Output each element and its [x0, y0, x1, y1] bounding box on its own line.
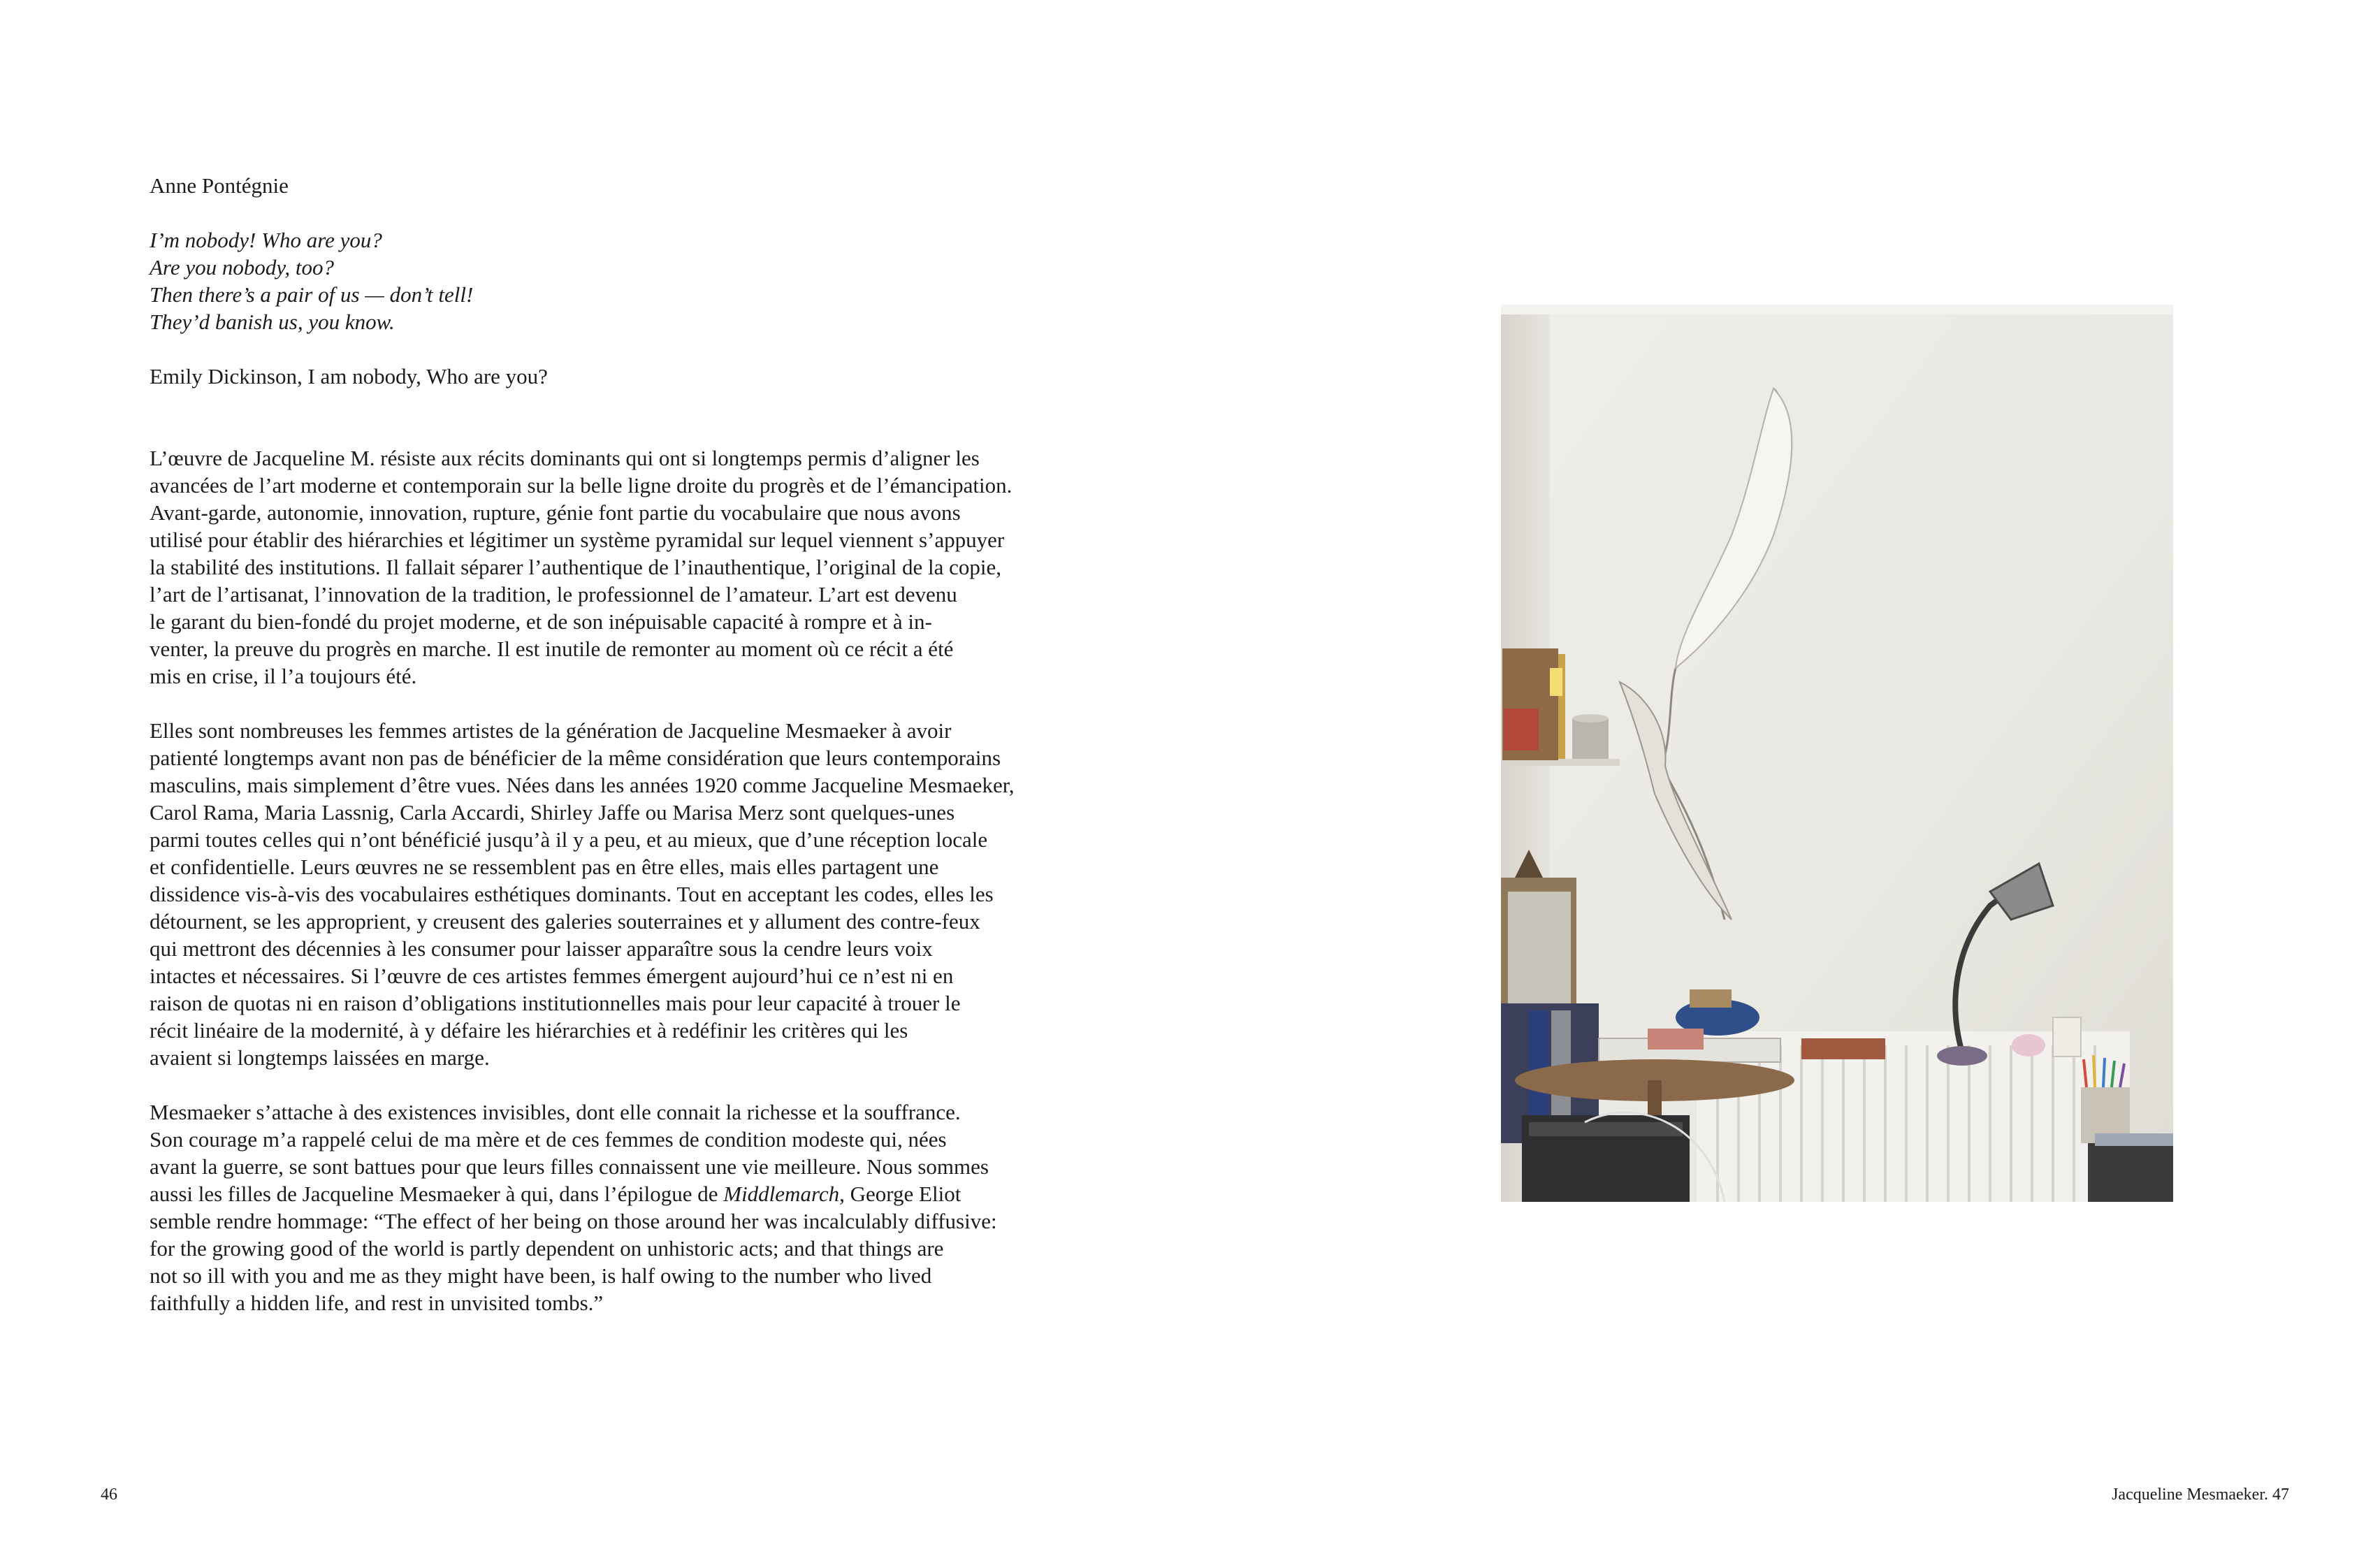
text-line: et confidentielle. Leurs œuvres ne se ressemblent pas en être elles, mais elles partagent une — [150, 855, 939, 879]
text-line: intactes et nécessaires. Si l’œuvre de ces artistes femmes émergent aujourd’hui ce n’est ni en — [150, 964, 954, 988]
text-line: parmi toutes celles qui n’ont bénéficié jusqu’à il y a peu, et au mieux, que d’une réception locale — [150, 827, 988, 852]
text-line: masculins, mais simplement d’être vues. Nées dans les années 1920 comme Jacqueline Mesmaeker, — [150, 773, 1015, 797]
text-line: le garant du bien-fondé du projet moderne, et de son inépuisable capacité à rompre et à in- — [150, 609, 932, 634]
text-line: Avant-garde, autonomie, innovation, rupture, génie font partie du vocabulaire que nous avons — [150, 500, 961, 525]
text-line — [150, 1180, 1051, 1207]
text-line: Mesmaeker s’attache à des existences invisibles, dont elle connait la richesse et la souffrance. — [150, 1100, 961, 1124]
text-line: semble rendre hommage: “The effect of her being on those around her was incalculably diffusive: — [150, 1209, 997, 1233]
printer-panel — [1529, 1122, 1683, 1136]
text-line: la stabilité des institutions. Il fallait séparer l’authentique de l’inauthentique, l’original de la copie, — [150, 555, 1001, 579]
desk-lamp-base — [1937, 1046, 1987, 1066]
text-line: Elles sont nombreuses les femmes artistes de la génération de Jacqueline Mesmaeker à avoir — [150, 718, 952, 743]
author-name: Anne Pontégnie — [150, 173, 289, 198]
studio-photograph — [1501, 305, 2173, 1202]
text-line: Son courage m’a rappelé celui de ma mère et de ces femmes de condition modeste qui, nées — [150, 1127, 947, 1152]
text-line: l’art de l’artisanat, l’innovation de la tradition, le professionnel de l’amateur. L’art est devenu — [150, 582, 957, 607]
body-paragraph-1 — [150, 444, 1051, 690]
text-line: venter, la preuve du progrès en marche. Il est inutile de remonter au moment où ce récit a été — [150, 637, 954, 661]
shelf-tin — [1572, 718, 1609, 759]
text-segment: aussi les filles de Jacqueline Mesmaeker à qui, dans l’épilogue de — [150, 1182, 724, 1206]
ceiling-edge — [1501, 305, 2173, 314]
text-line: mis en crise, il l’a toujours été. — [150, 664, 417, 688]
text-line: Carol Rama, Maria Lassnig, Carla Accardi, Shirley Jaffe ou Marisa Merz sont quelques-unes — [150, 800, 955, 825]
epigraph-poem — [150, 226, 1051, 335]
running-footer: Jacqueline Mesmaeker. 47 — [2112, 1486, 2289, 1504]
body-paragraph-3 — [150, 1098, 1051, 1316]
text-line: for the growing good of the world is partly dependent on unhistoric acts; and that things are — [150, 1236, 944, 1261]
text-line: raison de quotas ni en raison d’obligations institutionnelles mais pour leur capacité à trouer le — [150, 991, 961, 1015]
text-line: détournent, se les approprient, y creusent des galeries souterraines et y allument des contre-feux — [150, 909, 980, 934]
bowl-contents — [1690, 989, 1732, 1008]
epigraph-attribution: Emily Dickinson, I am nobody, Who are you? — [150, 364, 548, 389]
text-line: utilisé pour établir des hiérarchies et légitimer un système pyramidal sur lequel viennent s’appuyer — [150, 528, 1005, 552]
book-title-middlemarch: Middlemarch — [723, 1182, 840, 1206]
text-line: L’œuvre de Jacqueline M. résiste aux récits dominants qui ont si longtemps permis d’aligner les — [150, 446, 980, 470]
text-segment: , George Eliot — [839, 1182, 961, 1206]
shelf-tin-rim — [1572, 714, 1609, 723]
poem-line: They’d banish us, you know. — [150, 310, 395, 334]
small-cup — [2012, 1034, 2045, 1057]
book-stack-right-top — [2095, 1133, 2173, 1146]
text-line: not so ill with you and me as they might have been, is half owing to the number who lived — [150, 1263, 932, 1288]
text-line: patienté longtemps avant non pas de bénéficier de la même considération que leurs contemporains — [150, 746, 1001, 770]
text-line: dissidence vis-à-vis des vocabulaires esthétiques dominants. Tout en acceptant les codes, elles les — [150, 882, 994, 906]
book-on-radiator — [1801, 1038, 1885, 1059]
poem-line: Are you nobody, too? — [150, 255, 335, 280]
poem-line: I’m nobody! Who are you? — [150, 228, 382, 252]
text-line: faithfully a hidden life, and rest in unvisited tombs.” — [150, 1291, 604, 1315]
jar — [2053, 1017, 2081, 1057]
text-line: qui mettront des décennies à les consumer pour laisser apparaître sous la cendre leurs voix — [150, 936, 933, 961]
shelf-box — [1504, 709, 1539, 750]
poem-line: Then there’s a pair of us — don’t tell! — [150, 282, 474, 307]
stone-block — [1648, 1029, 1704, 1050]
text-line: avant la guerre, se sont battues pour que leurs filles connaissent une vie meilleure. Nous sommes — [150, 1154, 989, 1179]
left-page-text — [150, 172, 1051, 1344]
text-line: avaient si longtemps laissées en marge. — [150, 1045, 490, 1070]
shelf-notes — [1550, 668, 1562, 696]
text-line: récit linéaire de la modernité, à y défaire les hiérarchies et à redéfinir les critères qui les — [150, 1018, 908, 1043]
text-line: avancées de l’art moderne et contemporain sur la belle ligne droite du progrès et de l’émancipation. — [150, 473, 1013, 498]
book-stack-right — [2088, 1143, 2173, 1202]
page-number-left: 46 — [101, 1486, 117, 1504]
body-paragraph-2 — [150, 717, 1051, 1071]
